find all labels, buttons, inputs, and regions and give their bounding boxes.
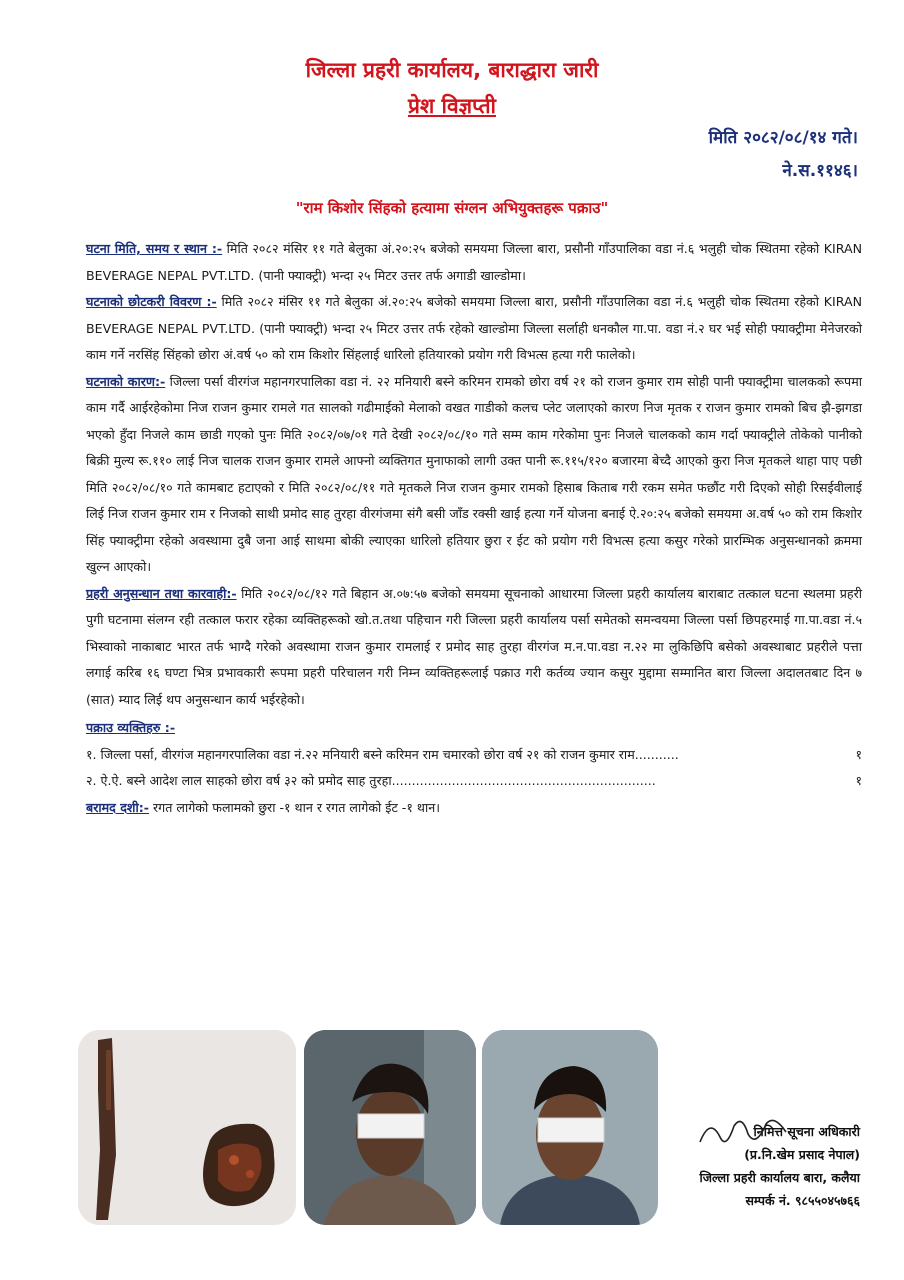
cause-text: जिल्ला पर्सा वीरगंज महानगरपालिका वडा नं. २२ मनियारी बस्ने करिमन रामको छोरा वर्ष २१ को राजन कुमार राम सोही पानी फ्याक्ट्रीमा चालकको रूपमा काम गर्दै आईरहेकोमा निज राजन कुमार रामले गत सालको गढीमाईको मेलाको वखत गाडीको कलच प्लेट जलाएको कारण निज मृतक र राजन कुमार रामको बिच झै-झगडा भएको हुँदा निजले काम छाडी गएको पुनः मिति २०८२/०७/०१ गते देखी २०८२/०८/१० गते सम्म काम गरेकोमा पुनः निजले चालकको काम गर्दा फ्याक्ट्रीले तोकेको पानीको बिक्री मुल्य रू.११० लाई निज चालक राजन कुमार रामले आफ्नो व्यक्तिगत मुनाफाको लागी उक्त पानी रू.११५/१२० बजारमा बेच्दै आएको कुरा निज मृतकले थाहा पाए पछी मिति २०८२/०८/१० गते कामबाट हटाएको र मिति २०८२/०८/११ गते मृतकले निज राजन कुमार रामको हिसाब किताब गरी रकम समेत फछौंट गरी दिएको सोही रिसईवीलाई लिई निज राजन कुमार राम र निजको साथी प्रमोद साह तुरहा वीरगंजमा संगै बसी जाँड रक्सी खाई हत्या गर्ने योजना बनाई ऐ.२०:२५ बजेको समयमा अ.वर्ष ५० को राम किशोर सिंह फ्याक्ट्रीमा रहेको अवस्थामा दुबै जना आई साथमा बोकी ल्याएका धारिलो हतियार छुरा र ईट को प्रयोग गरी विभत्स हत्या कसुर गरेको प्रारम्भिक अनुसन्धानको क्रममा खुल्न आएको। [86,373,862,574]
recovered-label: बरामद दशी:- [86,799,149,815]
release-body [86,236,862,821]
nepal-sambat-number: ने.स.११४६। [782,161,858,181]
arrested-person-2-count: १ [855,773,862,788]
recovered-text: रगत लागेको फलामको छुरा -१ थान र रगत लागेको ईट -१ थान। [148,799,440,815]
arrested-person-2-text: २. ऐ.ऐ. बस्ने आदेश लाल साहको छोरा वर्ष ३२ को प्रमोद साह तुरहा.................................................................. [86,773,656,788]
arrested-heading: पक्राउ व्यक्तिहरु :- [86,720,176,735]
arrested-person-1 [86,742,862,769]
signature-block [660,1120,860,1212]
news-headline: "राम किशोर सिंहको हत्यामा संग्लन अभियुक्तहरू पक्राउ" [295,199,609,217]
suspect-photo-2 [482,1030,658,1225]
cause-label: घटनाको कारण:- [86,373,166,389]
arrested-person-2 [86,768,862,795]
face-blur-2 [538,1118,604,1142]
arrested-person-1-count: १ [855,746,862,762]
face-blur-1 [358,1114,424,1138]
signature-scribble [690,1112,800,1152]
signature-title: निमित्त सूचना अधिकारी [753,1124,860,1139]
photo-strip [78,1030,678,1225]
release-date: मिति २०८२/०८/१४ गते। [708,128,858,148]
office-heading: जिल्ला प्रहरी कार्यालय, बाराद्धारा जारी [305,58,599,82]
incident-time-paragraph [86,236,862,289]
signature-name: (प्र.नि.खेम प्रसाद नेपाल) [744,1147,860,1162]
incident-time-text: मिति २०८२ मंसिर ११ गते बेलुका अं.२०:२५ बजेको समयमा जिल्ला बारा, प्रसौनी गाँउपालिका वडा नं.६ भलुही चोक स्थितमा रहेको KIRAN BEVERAGE NEPAL PVT.LTD. (पानी फ्याक्ट्री) भन्दा २५ मिटर उत्तर तर्फ अगाडी खाल्डोमा। [86,241,862,283]
brief-label: घटनाको छोटकरी विवरण :- [86,294,217,309]
action-text: मिति २०८२/०८/१२ गते बिहान अ.०७:५७ बजेको समयमा सूचनाको आधारमा जिल्ला प्रहरी कार्यालय बाराबाट तत्काल घटना स्थलमा प्रहरी पुगी घटनामा संलग्न रही तत्काल फरार रहेका व्यक्तिहरूको खो.त.तथा पहिचान गरी जिल्ला प्रहरी कार्यालय पर्सा समेतको समन्वयमा जिल्ला पर्सा छिपहरमाई गा.पा.वडा नं.५ भिस्वाको नाकाबाट भारत तर्फ भाग्दै गरेको अवस्थामा राजन कुमार रामलाई र प्रमोद साह तुरहा वीरगंज म.न.पा.वडा न.२२ मा लुकिछिपि बसेको अवस्थाबाट प्रहरीले पत्ता लगाई करिब १६ घण्टा भित्र प्रभावकारी रूपमा प्रहरी परिचालन गरी निम्न व्यक्तिहरूलाई पक्राउ गरी कर्तव्य ज्यान कसुर मुद्दामा सम्मानित बारा जिल्ला अदालतबाट दिन ७ (सात) म्याद लिई थप अनुसन्धान कार्य भईरहेको। [86,585,862,707]
brief-paragraph [86,289,862,369]
recovered-paragraph [86,795,862,822]
signature-contact: सम्पर्क नं. ९८५५०४५७६६ [745,1193,860,1208]
evidence-photo [78,1030,296,1225]
arrested-person-1-text: १. जिल्ला पर्सा, वीरगंज महानगरपालिका वडा नं.२२ मनियारी बस्ने करिमन राम चमारको छोरा वर्ष २१ को राजन कुमार राम........... [86,746,679,762]
signature-office: जिल्ला प्रहरी कार्यालय बारा, कलैया [699,1170,860,1185]
brief-text: मिति २०८२ मंसिर ११ गते बेलुका अं.२०:२५ बजेको समयमा जिल्ला बारा, प्रसौनी गाँउपालिका वडा नं.६ भलुही चोक स्थितमा रहेको KIRAN BEVERAGE NEPAL PVT.LTD. (पानी फ्याक्ट्री) भन्दा २५ मिटर उत्तर तर्फ रहेको खाल्डोमा जिल्ला सर्लाही धनकौल गा.पा. वडा नं.२ घर भई सोही फ्याक्ट्रीमा मेनेजरको काम गर्ने नरसिंह सिंहको छोरा अं.वर्ष ५० को राम किशोर सिंहलाई धारिलो हतियारको प्रयोग गरी विभत्स हत्या गरी फालेको। [86,294,862,362]
cause-paragraph [86,369,862,581]
press-release-title: प्रेश विज्ञप्ती [408,94,496,118]
incident-time-label: घटना मिति, समय र स्थान :- [86,241,223,256]
suspect-photo-1 [304,1030,476,1225]
action-paragraph [86,581,862,714]
action-label: प्रहरी अनुसन्धान तथा कारवाही:- [86,585,237,601]
